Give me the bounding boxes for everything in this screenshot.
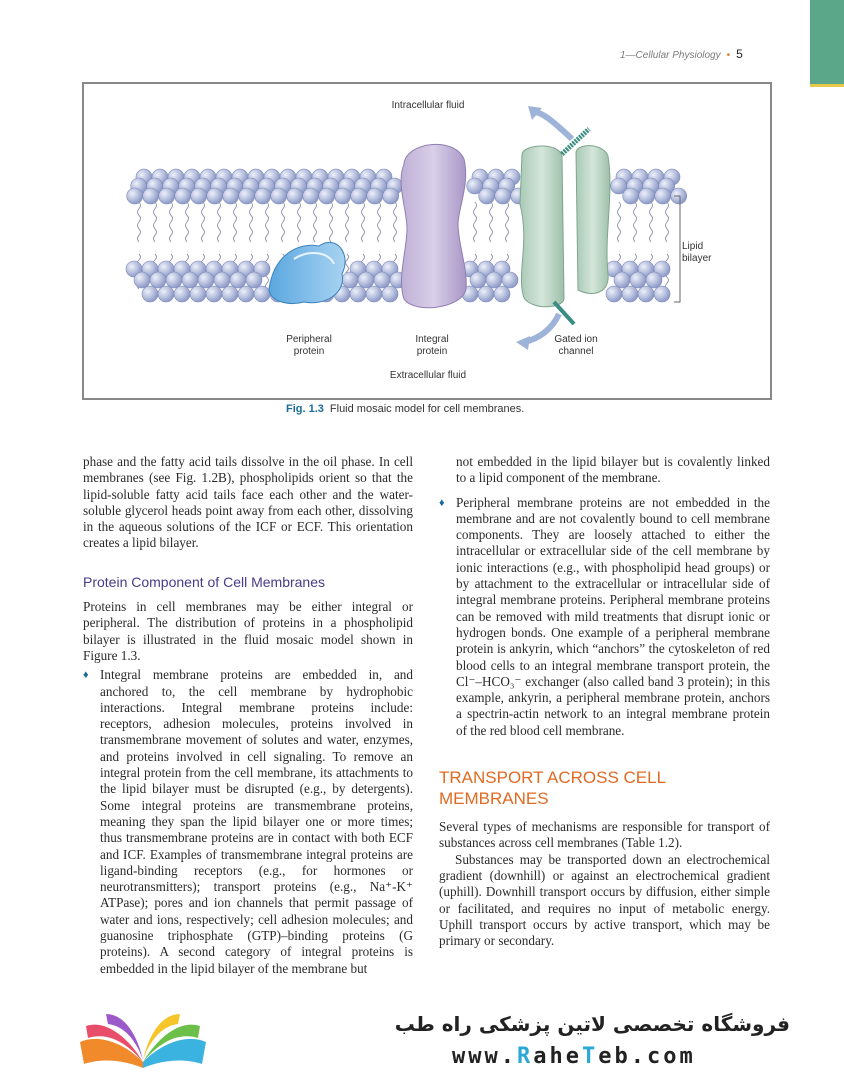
phospholipid-head xyxy=(158,286,174,302)
fatty-acid-tail xyxy=(506,202,509,242)
phospholipid-head xyxy=(486,272,502,288)
right-column xyxy=(439,454,770,949)
bullet-integral-proteins xyxy=(83,667,413,977)
fatty-acid-tail xyxy=(378,202,381,242)
bullet-peripheral-proteins xyxy=(439,495,770,739)
phospholipid-head xyxy=(175,188,191,204)
phospholipid-head xyxy=(214,272,230,288)
phospholipid-head xyxy=(134,272,150,288)
page-number: 5 xyxy=(736,47,743,61)
phospholipid-head xyxy=(271,188,287,204)
phospholipid-head xyxy=(654,286,670,302)
phospholipid-head xyxy=(127,188,143,204)
phospholipid-head xyxy=(638,286,654,302)
label-integral-protein-word: protein xyxy=(416,346,448,357)
phospholipid-head xyxy=(303,188,319,204)
phospholipid-head xyxy=(646,272,662,288)
fatty-acid-tail xyxy=(314,202,317,242)
heading-line-2: MEMBRANES xyxy=(439,789,549,809)
url-part-1: www. xyxy=(452,1044,517,1069)
fatty-acid-tail xyxy=(186,202,189,242)
fatty-acid-tail xyxy=(634,202,637,242)
phospholipid-head xyxy=(374,272,390,288)
fatty-acid-tail xyxy=(490,202,493,242)
label-bilayer: bilayer xyxy=(682,253,712,264)
chapter-tab xyxy=(810,0,844,87)
phospholipid-head xyxy=(150,272,166,288)
url-part-4: T xyxy=(581,1044,599,1069)
label-channel: channel xyxy=(558,346,594,357)
running-header xyxy=(620,47,770,61)
fatty-acid-tail xyxy=(298,202,301,242)
left-paragraph-2: Proteins in cell membranes may be either integral or peripheral. The distribution of proteins in a phospholipid bilayer is illustrated in the fluid mosaic model shown in Figure 1.3. xyxy=(83,599,413,663)
phospholipid-head xyxy=(335,188,351,204)
bullet-integral-text: Integral membrane proteins are embedded in, and anchored to, the cell membrane by hydrophobic interactions. Integral membrane proteins include: receptors, adhesion molecules, proteins involved in transmembrane movement of solutes and water, enzymes, and proteins involved in cell signaling. To remove an integral protein from the cell membrane, its attachments to the lipid bilayer must be disrupted (e.g., by detergents). Some integral proteins are transmembrane proteins, meaning they span the lipid bilayer one or more times; thus transmembrane proteins are in contact with both ECF and ICF. Examples of transmembrane integral proteins are ligand-binding receptors (e.g., for hormones or neurotransmitters); transport proteins (e.g., Na⁺-K⁺ ATPase); pores and ion channels that permit passage of water and ions, respectively; cell adhesion molecules; and guanosine triphosphate (GTP)–binding proteins (G proteins). A second category of integral proteins is embedded in the lipid bilayer of the membrane but xyxy=(100,667,413,976)
phospholipid-head xyxy=(198,272,214,288)
ion-arrow-top xyxy=(534,112,572,139)
running-title: 1—Cellular Physiology xyxy=(620,50,721,61)
fatty-acid-tail xyxy=(266,202,269,242)
label-lipid: Lipid xyxy=(682,241,704,252)
phospholipid-head xyxy=(502,272,518,288)
header-bullet: • xyxy=(726,50,731,61)
phospholipid-head xyxy=(623,188,639,204)
fatty-acid-tail xyxy=(202,202,205,242)
phospholipid-head xyxy=(143,188,159,204)
phospholipid-head xyxy=(238,286,254,302)
fatty-acid-tail xyxy=(250,202,253,242)
diamond-bullet-icon: ♦ xyxy=(439,496,445,509)
figure-caption xyxy=(286,403,524,415)
phospholipid-head xyxy=(223,188,239,204)
phospholipid-head xyxy=(254,286,270,302)
phospholipid-head xyxy=(166,272,182,288)
phospholipid-head xyxy=(494,286,510,302)
label-gated-ion: Gated ion xyxy=(554,334,598,345)
right-paragraph-2: Several types of mechanisms are responsible for transport of substances across cell membranes (Table 1.2). xyxy=(439,819,770,851)
label-peripheral-protein xyxy=(269,334,349,358)
url-part-3: ahe xyxy=(533,1044,582,1069)
phospholipid-head xyxy=(222,286,238,302)
fatty-acid-tail xyxy=(362,202,365,242)
label-gated-ion-channel xyxy=(536,334,616,358)
phospholipid-head xyxy=(366,286,382,302)
phospholipid-head xyxy=(342,272,358,288)
label-extracellular: Extracellular fluid xyxy=(389,370,467,381)
fatty-acid-tail xyxy=(330,202,333,242)
section-heading-transport xyxy=(439,767,770,809)
fatty-acid-tail xyxy=(282,202,285,242)
phospholipid-head xyxy=(479,188,495,204)
fatty-acid-tail xyxy=(234,202,237,242)
phospholipid-head xyxy=(622,286,638,302)
diamond-bullet-icon: ♦ xyxy=(83,669,89,682)
fatty-acid-tail xyxy=(650,202,653,242)
phospholipid-head xyxy=(230,272,246,288)
peripheral-protein xyxy=(269,242,345,303)
phospholipid-head xyxy=(382,286,398,302)
url-part-5: eb.com xyxy=(598,1044,696,1069)
fatty-acid-tail xyxy=(474,202,477,242)
fatty-acid-tail xyxy=(618,202,621,242)
right-paragraph-1: not embedded in the lipid bilayer but is covalently linked to a lipid component of the membrane. xyxy=(456,454,770,486)
fatty-acid-tail xyxy=(346,202,349,242)
fatty-acid-tail xyxy=(666,202,669,242)
fatty-acid-tail xyxy=(138,202,141,242)
phospholipid-head xyxy=(655,188,671,204)
book-logo-icon xyxy=(78,1012,208,1070)
phospholipid-head xyxy=(367,188,383,204)
phospholipid-head xyxy=(606,286,622,302)
phospholipid-head xyxy=(159,188,175,204)
fatty-acid-tail xyxy=(154,202,157,242)
phospholipid-head xyxy=(350,286,366,302)
phospholipid-head xyxy=(246,272,262,288)
phospholipid-head xyxy=(470,272,486,288)
left-column xyxy=(83,454,413,977)
phospholipid-head xyxy=(287,188,303,204)
caption-number: Fig. 1.3 xyxy=(286,403,324,415)
fatty-acid-tail xyxy=(394,202,397,242)
gated-channel-right xyxy=(576,146,610,294)
phospholipid-head xyxy=(182,272,198,288)
label-peripheral: Peripheral xyxy=(286,334,332,345)
phospholipid-head xyxy=(319,188,335,204)
phospholipid-head xyxy=(478,286,494,302)
phospholipid-head xyxy=(495,188,511,204)
ion-arrow-bottom-head xyxy=(516,336,530,350)
integral-protein xyxy=(401,144,466,307)
phospholipid-head xyxy=(190,286,206,302)
bullet-peripheral-text: Peripheral membrane proteins are not embedded in the membrane and are not covalently bound to cell membrane components. They are loosely attached to either the intracellular or extracellular side of the cell membrane by ionic interactions (e.g., with phospholipid head groups) or by attachment to the extracellular or intracellular side of integral membrane proteins. Peripheral membrane proteins can be removed with mild treatments that disrupt ionic or hydrogen bonds. One example of a peripheral membrane protein is ankyrin, which “anchors” the cytoskeleton of red blood cells to an integral membrane transport protein, the Cl⁻–HCO₃⁻ exchanger (also called band 3 protein); in this example, ankyrin, a peripheral membrane protein, anchors a spectrin-actin network to an integral membrane protein of the red blood cell membrane. xyxy=(456,494,770,738)
right-paragraph-3: Substances may be transported down an electrochemical gradient (downhill) or against an electrochemical gradient (uphill). Downhill transport occurs by diffusion, either simple or facilitated, and requires no input of metabolic energy. Uphill transport occurs by active transport, which may be primary or secondary. xyxy=(439,851,770,949)
phospholipid-head xyxy=(351,188,367,204)
gated-channel-left xyxy=(520,146,564,307)
label-lipid-bilayer xyxy=(682,241,732,265)
section-heading-protein-component: Protein Component of Cell Membranes xyxy=(83,573,326,590)
label-integral-protein xyxy=(392,334,472,358)
phospholipid-head xyxy=(239,188,255,204)
left-paragraph-1: phase and the fatty acid tails dissolve in the oil phase. In cell membranes (see Fig. 1.2B), phospholipids orient so that the lipid-soluble fatty acid tails face each other and the water-soluble glycerol heads point away from each other, dissolving in the aqueous solutions of the ICF or ECF. This orientation creates a lipid bilayer. xyxy=(83,454,413,551)
phospholipid-head xyxy=(630,272,646,288)
fatty-acid-tail xyxy=(170,202,173,242)
phospholipid-head xyxy=(191,188,207,204)
caption-text: Fluid mosaic model for cell membranes. xyxy=(329,403,525,415)
phospholipid-head xyxy=(639,188,655,204)
url-part-2: R xyxy=(516,1044,534,1069)
phospholipid-head xyxy=(142,286,158,302)
phospholipid-head xyxy=(174,286,190,302)
bilayer-bracket xyxy=(674,196,680,302)
phospholipid-head xyxy=(207,188,223,204)
label-integral: Integral xyxy=(415,334,449,345)
phospholipid-head xyxy=(383,188,399,204)
watermark-store-name: فروشگاه تخصصی لاتین پزشکی راه طب xyxy=(394,1012,790,1036)
phospholipid-head xyxy=(614,272,630,288)
heading-line-1: TRANSPORT ACROSS CELL xyxy=(439,768,667,788)
label-intracellular: Intracellular fluid xyxy=(391,100,465,111)
phospholipid-head xyxy=(358,272,374,288)
phospholipid-head xyxy=(206,286,222,302)
fatty-acid-tail xyxy=(218,202,221,242)
figure-fluid-mosaic xyxy=(82,82,772,400)
label-peripheral-protein-word: protein xyxy=(293,346,325,357)
phospholipid-head xyxy=(255,188,271,204)
watermark-url xyxy=(452,1044,696,1069)
bullet-continued xyxy=(439,454,770,487)
